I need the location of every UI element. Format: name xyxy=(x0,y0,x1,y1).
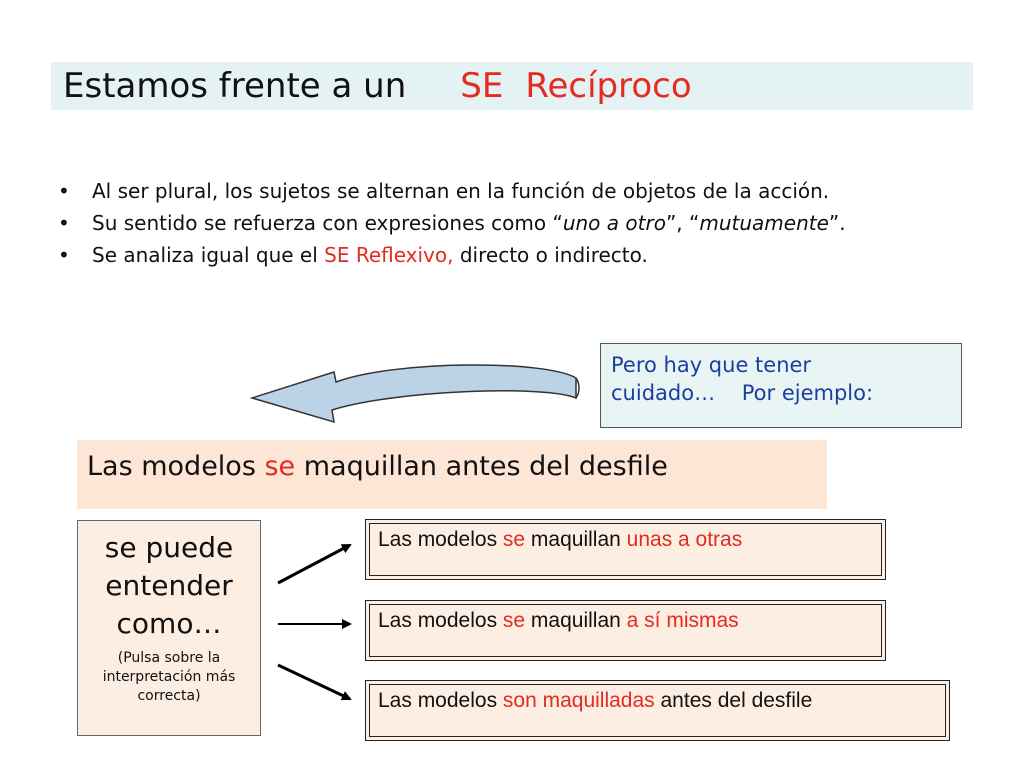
understand-hint-text: (Pulsa sobre la interpretación más correcta) xyxy=(102,650,236,704)
bullet-highlight-se-reflexivo: SE Reflexivo, xyxy=(324,243,454,267)
bullet-list xyxy=(58,178,918,274)
slide-title xyxy=(63,65,692,107)
bullet-item xyxy=(58,242,918,268)
example-se: se xyxy=(264,451,296,482)
arrow-up-right-icon xyxy=(278,545,350,583)
option-text-c: maquillan xyxy=(525,528,627,551)
option-text-c: maquillan xyxy=(525,609,627,632)
option-unas-a-otras[interactable] xyxy=(365,519,886,580)
example-after: maquillan antes del desfile xyxy=(295,451,668,482)
bullet-text-end: ”. xyxy=(828,211,846,235)
option-label xyxy=(378,609,739,633)
curved-arrow-left-icon xyxy=(246,360,586,430)
option-label xyxy=(378,689,812,713)
example-sentence-box xyxy=(77,440,827,509)
callout-box xyxy=(600,343,962,428)
title-prefix: Estamos frente a un xyxy=(63,66,407,106)
title-reciproco: Recíproco xyxy=(525,66,692,106)
bullet-item xyxy=(58,210,918,236)
bullet-dot: • xyxy=(58,243,70,267)
bullet-dot: • xyxy=(58,211,70,235)
bullet-text-start: Se analiza igual que el xyxy=(92,243,325,267)
option-text-a-si-mismas: a sí mismas xyxy=(626,609,739,632)
callout-line-1: Pero hay que tener xyxy=(611,353,812,377)
understand-box xyxy=(77,520,261,736)
option-text-se: se xyxy=(502,609,526,632)
option-text-c: antes del desfile xyxy=(654,689,813,712)
bullet-italic-uno-a-otro: uno a otro xyxy=(562,211,666,235)
title-bar xyxy=(51,62,973,110)
bullet-text-end: directo o indirecto. xyxy=(453,243,648,267)
option-text-se: se xyxy=(502,528,526,551)
bullet-text-mid: ”, “ xyxy=(665,211,700,235)
arrow-down-right-icon xyxy=(278,665,350,699)
option-text-unas-a-otras: unas a otras xyxy=(626,528,743,551)
option-text-a: Las modelos xyxy=(378,689,503,712)
bullet-italic-mutuamente: mutuamente xyxy=(699,211,829,235)
callout-line-2: cuidado… Por ejemplo: xyxy=(611,381,874,405)
title-se: SE xyxy=(460,66,504,106)
option-label xyxy=(378,528,742,552)
option-arrows xyxy=(270,535,360,710)
option-son-maquilladas[interactable] xyxy=(365,680,950,741)
bullet-text-start: Su sentido se refuerza con expresiones como “ xyxy=(92,211,563,235)
bullet-text: Al ser plural, los sujetos se alternan en la función de objetos de la acción. xyxy=(92,179,830,203)
option-text-a: Las modelos xyxy=(378,609,503,632)
option-a-si-mismas[interactable] xyxy=(365,600,886,661)
example-before: Las modelos xyxy=(87,451,265,482)
bullet-dot: • xyxy=(58,179,70,203)
bullet-item xyxy=(58,178,918,204)
example-sentence xyxy=(87,450,668,484)
understand-main-text: se puede entender como… xyxy=(104,531,234,640)
option-text-a: Las modelos xyxy=(378,528,503,551)
option-text-son-maquilladas: son maquilladas xyxy=(502,689,655,712)
